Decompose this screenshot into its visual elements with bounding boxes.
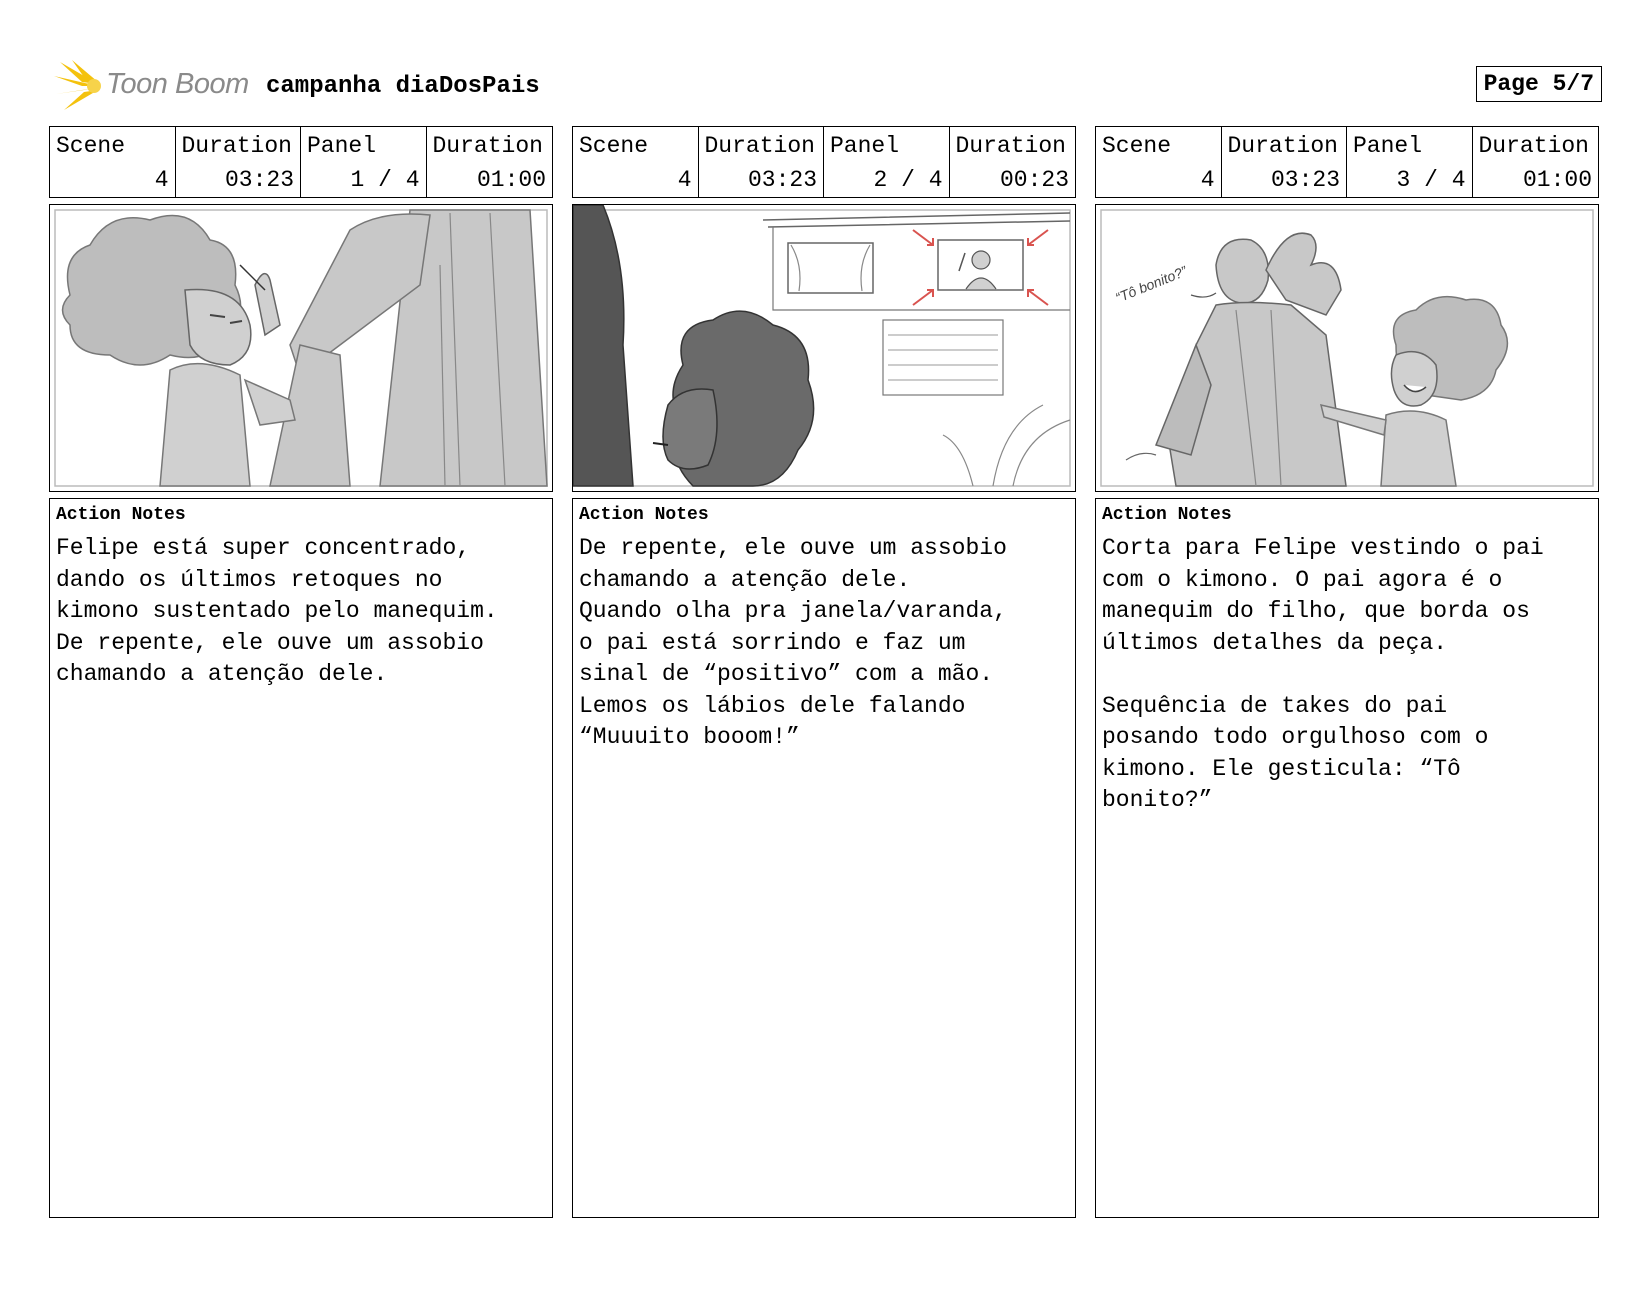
notes-title: Action Notes bbox=[579, 505, 709, 525]
sketch-window-father bbox=[573, 205, 1075, 491]
notes-title: Action Notes bbox=[56, 505, 186, 525]
panel-value: 1 / 4 bbox=[350, 167, 420, 193]
storyboard-panel-2 bbox=[572, 126, 1076, 1218]
duration-label: Duration bbox=[1227, 133, 1338, 159]
scene-duration-cell bbox=[699, 127, 825, 197]
scene-cell bbox=[50, 127, 176, 197]
panel-cell bbox=[824, 127, 950, 197]
page-header bbox=[52, 58, 1602, 118]
duration-value: 03:23 bbox=[1270, 167, 1340, 193]
duration-label: Duration bbox=[704, 133, 815, 159]
panel-duration-label: Duration bbox=[432, 133, 543, 159]
duration-label: Duration bbox=[181, 133, 292, 159]
scene-value: 4 bbox=[677, 167, 692, 193]
panel-duration-value: 01:00 bbox=[1522, 167, 1592, 193]
scene-label: Scene bbox=[56, 133, 126, 159]
panel-duration-value: 00:23 bbox=[999, 167, 1069, 193]
action-notes bbox=[49, 498, 553, 1218]
toon-boom-logo bbox=[52, 58, 252, 118]
panel-label: Panel bbox=[1353, 133, 1423, 159]
panel-duration-cell bbox=[950, 127, 1076, 197]
panel-info-bar bbox=[572, 126, 1076, 198]
starburst-icon bbox=[52, 58, 108, 114]
panel-cell bbox=[1347, 127, 1473, 197]
panel-duration-label: Duration bbox=[955, 133, 1066, 159]
panel-value: 2 / 4 bbox=[873, 167, 943, 193]
sketch-father-posing bbox=[1096, 205, 1598, 491]
panel-duration-cell bbox=[1473, 127, 1599, 197]
sketch-felipe-sewing bbox=[50, 205, 552, 491]
panel-info-bar bbox=[49, 126, 553, 198]
sketch-frame bbox=[572, 204, 1076, 492]
sketch-frame bbox=[1095, 204, 1599, 492]
action-notes bbox=[572, 498, 1076, 1218]
duration-value: 03:23 bbox=[224, 167, 294, 193]
scene-duration-cell bbox=[176, 127, 302, 197]
panel-label: Panel bbox=[830, 133, 900, 159]
scene-cell bbox=[573, 127, 699, 197]
scene-label: Scene bbox=[1102, 133, 1172, 159]
panel-value: 3 / 4 bbox=[1396, 167, 1466, 193]
duration-value: 03:23 bbox=[747, 167, 817, 193]
panel-label: Panel bbox=[307, 133, 377, 159]
panel-cell bbox=[301, 127, 427, 197]
logo-text: Toon Boom bbox=[106, 68, 249, 100]
notes-text: Corta para Felipe vestindo o pai com o kimono. O pai agora é o manequim do filho, que borda os últimos detalhes da peça. Sequência de takes do pai posando todo orgulhoso com o kimono. Ele gesticula: “Tô bonito?” bbox=[1102, 535, 1544, 813]
scene-value: 4 bbox=[1200, 167, 1215, 193]
storyboard-panel-1 bbox=[49, 126, 553, 1218]
panel-duration-label: Duration bbox=[1478, 133, 1589, 159]
panel-duration-value: 01:00 bbox=[476, 167, 546, 193]
notes-text: Felipe está super concentrado, dando os últimos retoques no kimono sustentado pelo manequim. De repente, ele ouve um assobio chamando a atenção dele. bbox=[56, 535, 498, 687]
notes-title: Action Notes bbox=[1102, 505, 1232, 525]
storyboard-panel-3 bbox=[1095, 126, 1599, 1218]
scene-duration-cell bbox=[1222, 127, 1348, 197]
scene-cell bbox=[1096, 127, 1222, 197]
notes-text: De repente, ele ouve um assobio chamando a atenção dele. Quando olha pra janela/varanda, o pai está sorrindo e faz um sinal de “positivo” com a mão. Lemos os lábios dele falando “Muuuito booom!” bbox=[579, 535, 1007, 750]
project-title: campanha diaDosPais bbox=[266, 73, 540, 100]
sketch-caption: “Tô bonito?” bbox=[1113, 262, 1190, 306]
sketch-frame bbox=[49, 204, 553, 492]
panel-info-bar bbox=[1095, 126, 1599, 198]
action-notes bbox=[1095, 498, 1599, 1218]
page-indicator: Page 5/7 bbox=[1476, 66, 1602, 102]
scene-value: 4 bbox=[154, 167, 169, 193]
panel-duration-cell bbox=[427, 127, 553, 197]
scene-label: Scene bbox=[579, 133, 649, 159]
